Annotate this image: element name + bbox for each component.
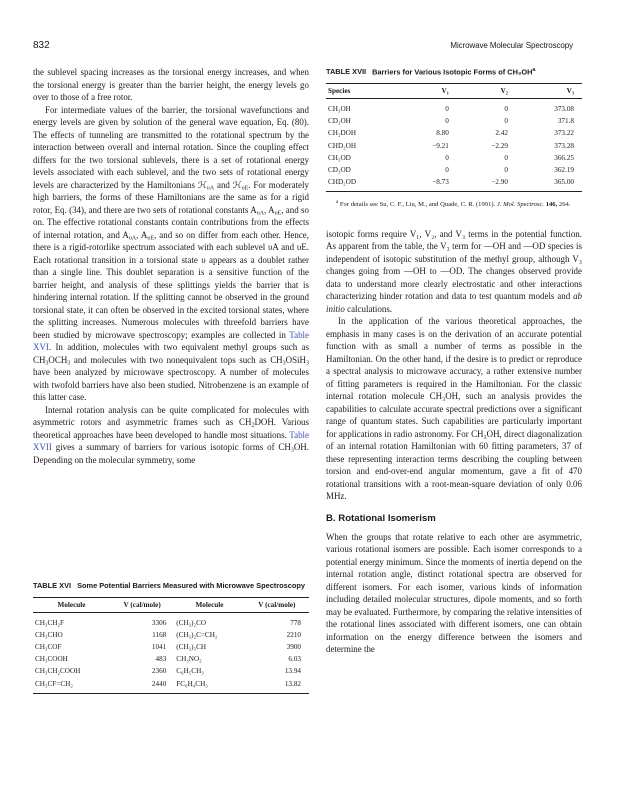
table-row: CH₃OD 0 0 366.25 xyxy=(328,153,574,162)
table-17-link[interactable]: Table XVII xyxy=(33,429,309,452)
table-row: CHD₂OD −8.73 −2.90 365.00 xyxy=(326,176,582,192)
table-row: CD₃OH 0 0 371.8 xyxy=(328,117,574,126)
left-paragraph-3: Internal rotation analysis can be quite complicated for molecules with asymmetric rotors and asymmetric frames such as $CH_2DOH$. Various theoretical approaches have been developed to handle most situations. Table XVII gives a summary of barriers for various isotopic forms of $CH_3OH$. Depending on the molecular symmetry, some xyxy=(33,404,309,465)
table-row: CH₃CH₂COOH 2360 C₆H₅CH₃ 13.94 xyxy=(35,667,301,676)
right-column xyxy=(326,66,582,656)
table-17 xyxy=(326,66,582,210)
section-heading: B. Rotational Isomerism xyxy=(326,512,436,524)
table-row: CH₃CH₂F 3306 (CH₃)₂CO 778 xyxy=(35,618,301,627)
table-row: CH₃COOH 483 CH₃NO₂ 6.03 xyxy=(35,655,301,664)
table-row: CH₃CHO 1168 (CH₃)₂C=CH₂ 2210 xyxy=(35,630,301,639)
page-number: 832 xyxy=(33,40,50,51)
right-paragraph-2: In the application of the various theoretical approaches, the emphasis in many cases is on the derivation of an accurate potential function with as small a number of terms as possible in the Hamiltonian. On the other hand, if the desire is to predict or reproduce a spectral analysis to microwave accuracy, a rather extensive number of fitting parameters is required in the Hamiltonian. For the classic internal rotation molecule CH₃OH, such an analysis provides the capabilities to calculate accurate spectral predictions over a significant range of quantum states. Such capabilities are particularly important for applications in radio astronomy. For CH₃OH, direct diagonalization of an internal rotation Hamiltonian with 60 fitting parameters, 37 of these representing interaction terms describing the coupling between torsion and end-over-end angular momentum, gave a fit of 470 rotational transitions with a root-mean-square deviation of only 0.06 MHz. xyxy=(326,316,582,502)
table-16-grid xyxy=(33,597,309,694)
left-paragraph-1: the sublevel spacing increases as the torsional energy increases, and when the torsional energy is greater than the barrier height, the energy levels go over to those of a free rotor. xyxy=(33,67,309,102)
table-17-footnote: $^a$ For details see Su, C. F., Liu, M., and Quade, C. R. (1991). J. Mol. Spectrosc. 146, 264. xyxy=(336,200,571,209)
left-column xyxy=(33,66,309,466)
table-16 xyxy=(33,581,309,694)
table-row: CH₃CF=CH₂ 2440 FC₆H₄CH₃ 13.82 xyxy=(33,678,309,694)
table-17-title: TABLE XVII Barriers for Various Isotopic Forms of $CH_3OH^a$ xyxy=(326,67,536,77)
table-16-title: TABLE XVI Some Potential Barriers Measured with Microwave Spectroscopy xyxy=(33,581,306,590)
left-paragraph-2: For intermediate values of the barrier, the torsional wavefunctions and energy levels are given by solution of the general wave equation, Eq. (80). The effects of tunneling are transmitted to the rotational spectrum by the interaction between overall and internal rotation. Since the coupling effect differs for the two torsional sublevels, there is a set of rotational energy levels associated with each sublevel, and the two sets of rotational energy levels are characterized by the Hamiltonians ℋ$_{\upsilon A}$ and ℋ$_{\upsilon E}$. For moderately high barriers, the forms of these Hamiltonians are the same as for a rigid rotor, Eq. (34), and there are two sets of rotational constants $A_{\upsilon A}$, $A_{\upsilon E}$, and so on. The effective rotational constants contain contributions from the effects of internal rotation, and $A_{\upsilon A}$, $A_{\upsilon E}$, and so on differ from each other. Hence, there is a rigid-rotorlike spectrum associated with each sublevel υA and υE. Each rotational transition in a torsional state υ appears as a doublet rather than a single line. This doublet separation is a sensitive function of the barrier height, and analysis of these splittings yields the barrier that is hindering internal rotation. If the splitting cannot be observed in the ground torsional state, it can often be observed in the excited torsional states, where the splitting increases. Numerous molecules with threefold barriers have been studied by microwave spectroscopy; examples are collected in Table XVI. In addition, molecules with two equivalent methyl groups such as $CH_3OCH_3$ and molecules with two nonequivalent tops such as $CH_3OSiH_3$ have been analyzed by microwave spectroscopy. A number of molecules with twofold barriers have also been studied. Nitrobenzene is an example of this latter case. xyxy=(33,104,310,402)
table-16-header-row: Molecule V (cal/mole) Molecule V (cal/mole) xyxy=(33,597,309,612)
table-row: CD₃OD 0 0 362.19 xyxy=(328,165,574,174)
table-row: CH₃COF 1041 (CH₃)₃CH 3900 xyxy=(35,642,301,651)
table-row: CHD₂OH −9.21 −2.29 373.28 xyxy=(328,141,574,150)
right-paragraph-3: When the groups that rotate relative to each other are asymmetric, various rotational isomers are possible. Each isomer corresponds to a potential energy minimum. Since the moments of inertia depend on the internal rotation angle, distinct rotational spectra are observed for different isomers. For each isomer, various kinds of information including detailed molecular structures, dipole moments, and so forth may be evaluated. Furthermore, by comparing the relative intensities of the rotational lines associated with different isomers, one can obtain information on the energy difference between the isomers and determine the xyxy=(326,531,582,655)
right-paragraph-1: isotopic forms require V₁, V₂, and V₃ terms in the potential function. As apparent from the table, the V₃ term for —OH and —OD species is independent of isotopic substitution of the methyl group, although V₃ changes going from —OH to —OD. The changes observed provide data to understand more clearly electrostatic and other interactions characterizing hinder rotation and data to test quantum models and ab initio calculations. xyxy=(326,228,582,314)
table-row: CH₂DOH 8.80 2.42 373.22 xyxy=(328,129,574,138)
running-head: Microwave Molecular Spectroscopy xyxy=(450,41,573,50)
table-row: CH₃OH 0 0 373.08 xyxy=(328,104,574,113)
table-17-header-row: Species V₁ V₂ V₃ xyxy=(326,83,582,98)
table-16-link[interactable]: Table XVI xyxy=(33,329,309,352)
table-17-grid xyxy=(326,83,582,192)
